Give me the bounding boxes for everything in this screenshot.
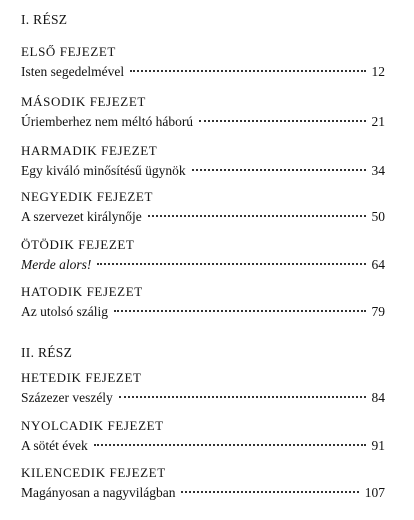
page-number: 64 [371,257,385,272]
chapter-label: HARMADIK FEJEZET [21,143,158,158]
chapter-label: MÁSODIK FEJEZET [21,94,146,109]
chapter-label: HATODIK FEJEZET [21,284,143,299]
page-number: 21 [371,114,385,129]
toc-entry-chapter-3[interactable] [21,143,385,181]
toc-entry-chapter-5[interactable] [21,237,385,275]
chapter-label: NYOLCADIK FEJEZET [21,418,164,433]
dot-leader [199,120,365,122]
toc-entry-line [21,437,385,455]
chapter-title: Isten segedelmével [21,64,125,79]
part-title: II. RÉSZ [21,345,73,360]
toc-entry-line [21,162,385,180]
toc-entry-chapter-9[interactable] [21,465,385,503]
chapter-title: Egy kiváló minősítésű ügynök [21,163,186,178]
page-number: 107 [364,485,385,500]
chapter-title: A szervezet királynője [21,209,142,224]
toc-entry-line [21,256,385,274]
dot-leader [148,215,366,217]
toc-entry-chapter-1[interactable] [21,44,385,82]
toc-entry-line [21,63,385,81]
toc-entry-chapter-6[interactable] [21,284,385,322]
chapter-title: A sötét évek [21,438,88,453]
chapter-label: ELSŐ FEJEZET [21,44,116,59]
dot-leader [130,70,365,72]
page-number: 34 [371,163,385,178]
chapter-title: Az utolsó szálig [21,304,108,319]
chapter-title: Magányosan a nagyvilágban [21,485,176,500]
page-number: 12 [371,64,385,79]
chapter-title: Merde alors! [21,257,92,272]
toc-entry-line [21,303,385,321]
toc-entry-chapter-7[interactable] [21,370,385,408]
toc-entry-chapter-2[interactable] [21,94,385,132]
chapter-label: NEGYEDIK FEJEZET [21,189,153,204]
part-title: I. RÉSZ [21,12,68,27]
toc-entry-line [21,113,385,131]
toc-entry-line [21,484,385,502]
page-number: 50 [371,209,385,224]
dot-leader [119,396,366,398]
page-number: 79 [371,304,385,319]
toc-entry-chapter-8[interactable] [21,418,385,456]
toc-entry-line [21,389,385,407]
dot-leader [94,444,366,446]
chapter-title: Úriemberhez nem méltó háború [21,114,194,129]
chapter-label: KILENCEDIK FEJEZET [21,465,166,480]
chapter-title: Százezer veszély [21,390,113,405]
toc-entry-chapter-4[interactable] [21,189,385,227]
dot-leader [114,310,366,312]
dot-leader [97,263,365,265]
toc-entry-line [21,208,385,226]
dot-leader [181,491,358,493]
dot-leader [192,169,366,171]
chapter-label: HETEDIK FEJEZET [21,370,142,385]
chapter-label: ÖTÖDIK FEJEZET [21,237,135,252]
page-number: 84 [371,390,385,405]
page-number: 91 [371,438,385,453]
